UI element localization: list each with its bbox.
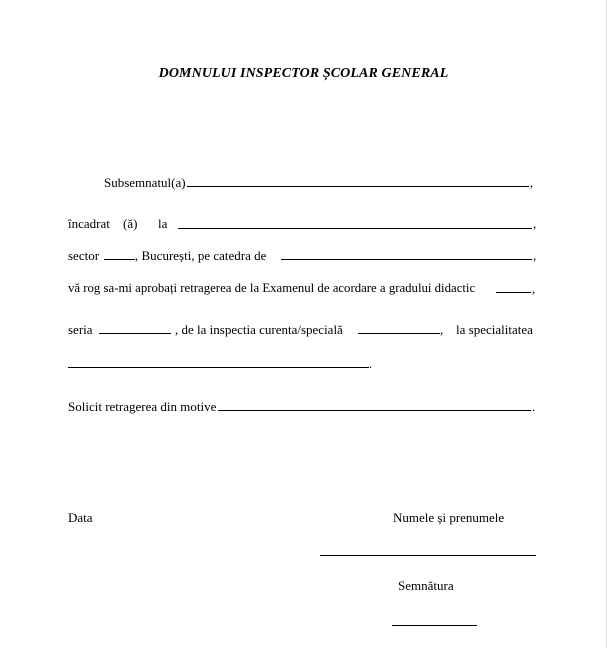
sector-label: sector — [68, 248, 100, 263]
grad-didactic-blank[interactable] — [496, 292, 531, 293]
name-surname-label: Numele și prenumele — [393, 510, 505, 525]
school-blank[interactable] — [178, 228, 532, 229]
incadrat-suffix-label: (ă) — [123, 216, 138, 231]
catedra-blank[interactable] — [281, 259, 532, 260]
document-title: DOMNULUI INSPECTOR ȘCOLAR GENERAL — [158, 66, 449, 81]
line4-comma: , — [532, 281, 536, 296]
line3-comma: , — [533, 248, 537, 263]
motive-blank[interactable] — [218, 410, 531, 411]
sector-blank[interactable] — [104, 259, 135, 260]
inspectia-label: , de la inspectia curenta/specială — [175, 322, 343, 337]
motive-label: Solicit retragerea din motive — [68, 399, 217, 414]
line6-period: . — [369, 356, 373, 371]
la-label: la — [158, 216, 168, 231]
bucuresti-catedra-label: , București, pe catedra de — [135, 248, 267, 263]
seria-label: seria — [68, 322, 93, 337]
name-blank[interactable] — [187, 186, 529, 187]
line1-comma: , — [530, 175, 534, 190]
signature-blank[interactable] — [392, 625, 477, 626]
signature-label: Semnătura — [398, 578, 454, 593]
line7-period: . — [532, 399, 536, 414]
specialitatea-label: la specialitatea — [456, 322, 533, 337]
line5-comma: , — [440, 322, 444, 337]
name-surname-blank[interactable] — [320, 555, 536, 556]
request-text: vă rog sa-mi aprobați retragerea de la Examenul de acordare a gradului didactic — [68, 281, 476, 295]
line2-comma: , — [533, 216, 537, 231]
seria-blank[interactable] — [99, 333, 171, 334]
inspectia-blank[interactable] — [358, 333, 440, 334]
subsemnatul-label: Subsemnatul(a) — [104, 175, 186, 190]
specialitatea-blank[interactable] — [68, 367, 369, 368]
incadrat-label: încadrat — [68, 216, 110, 231]
date-label: Data — [68, 510, 93, 525]
